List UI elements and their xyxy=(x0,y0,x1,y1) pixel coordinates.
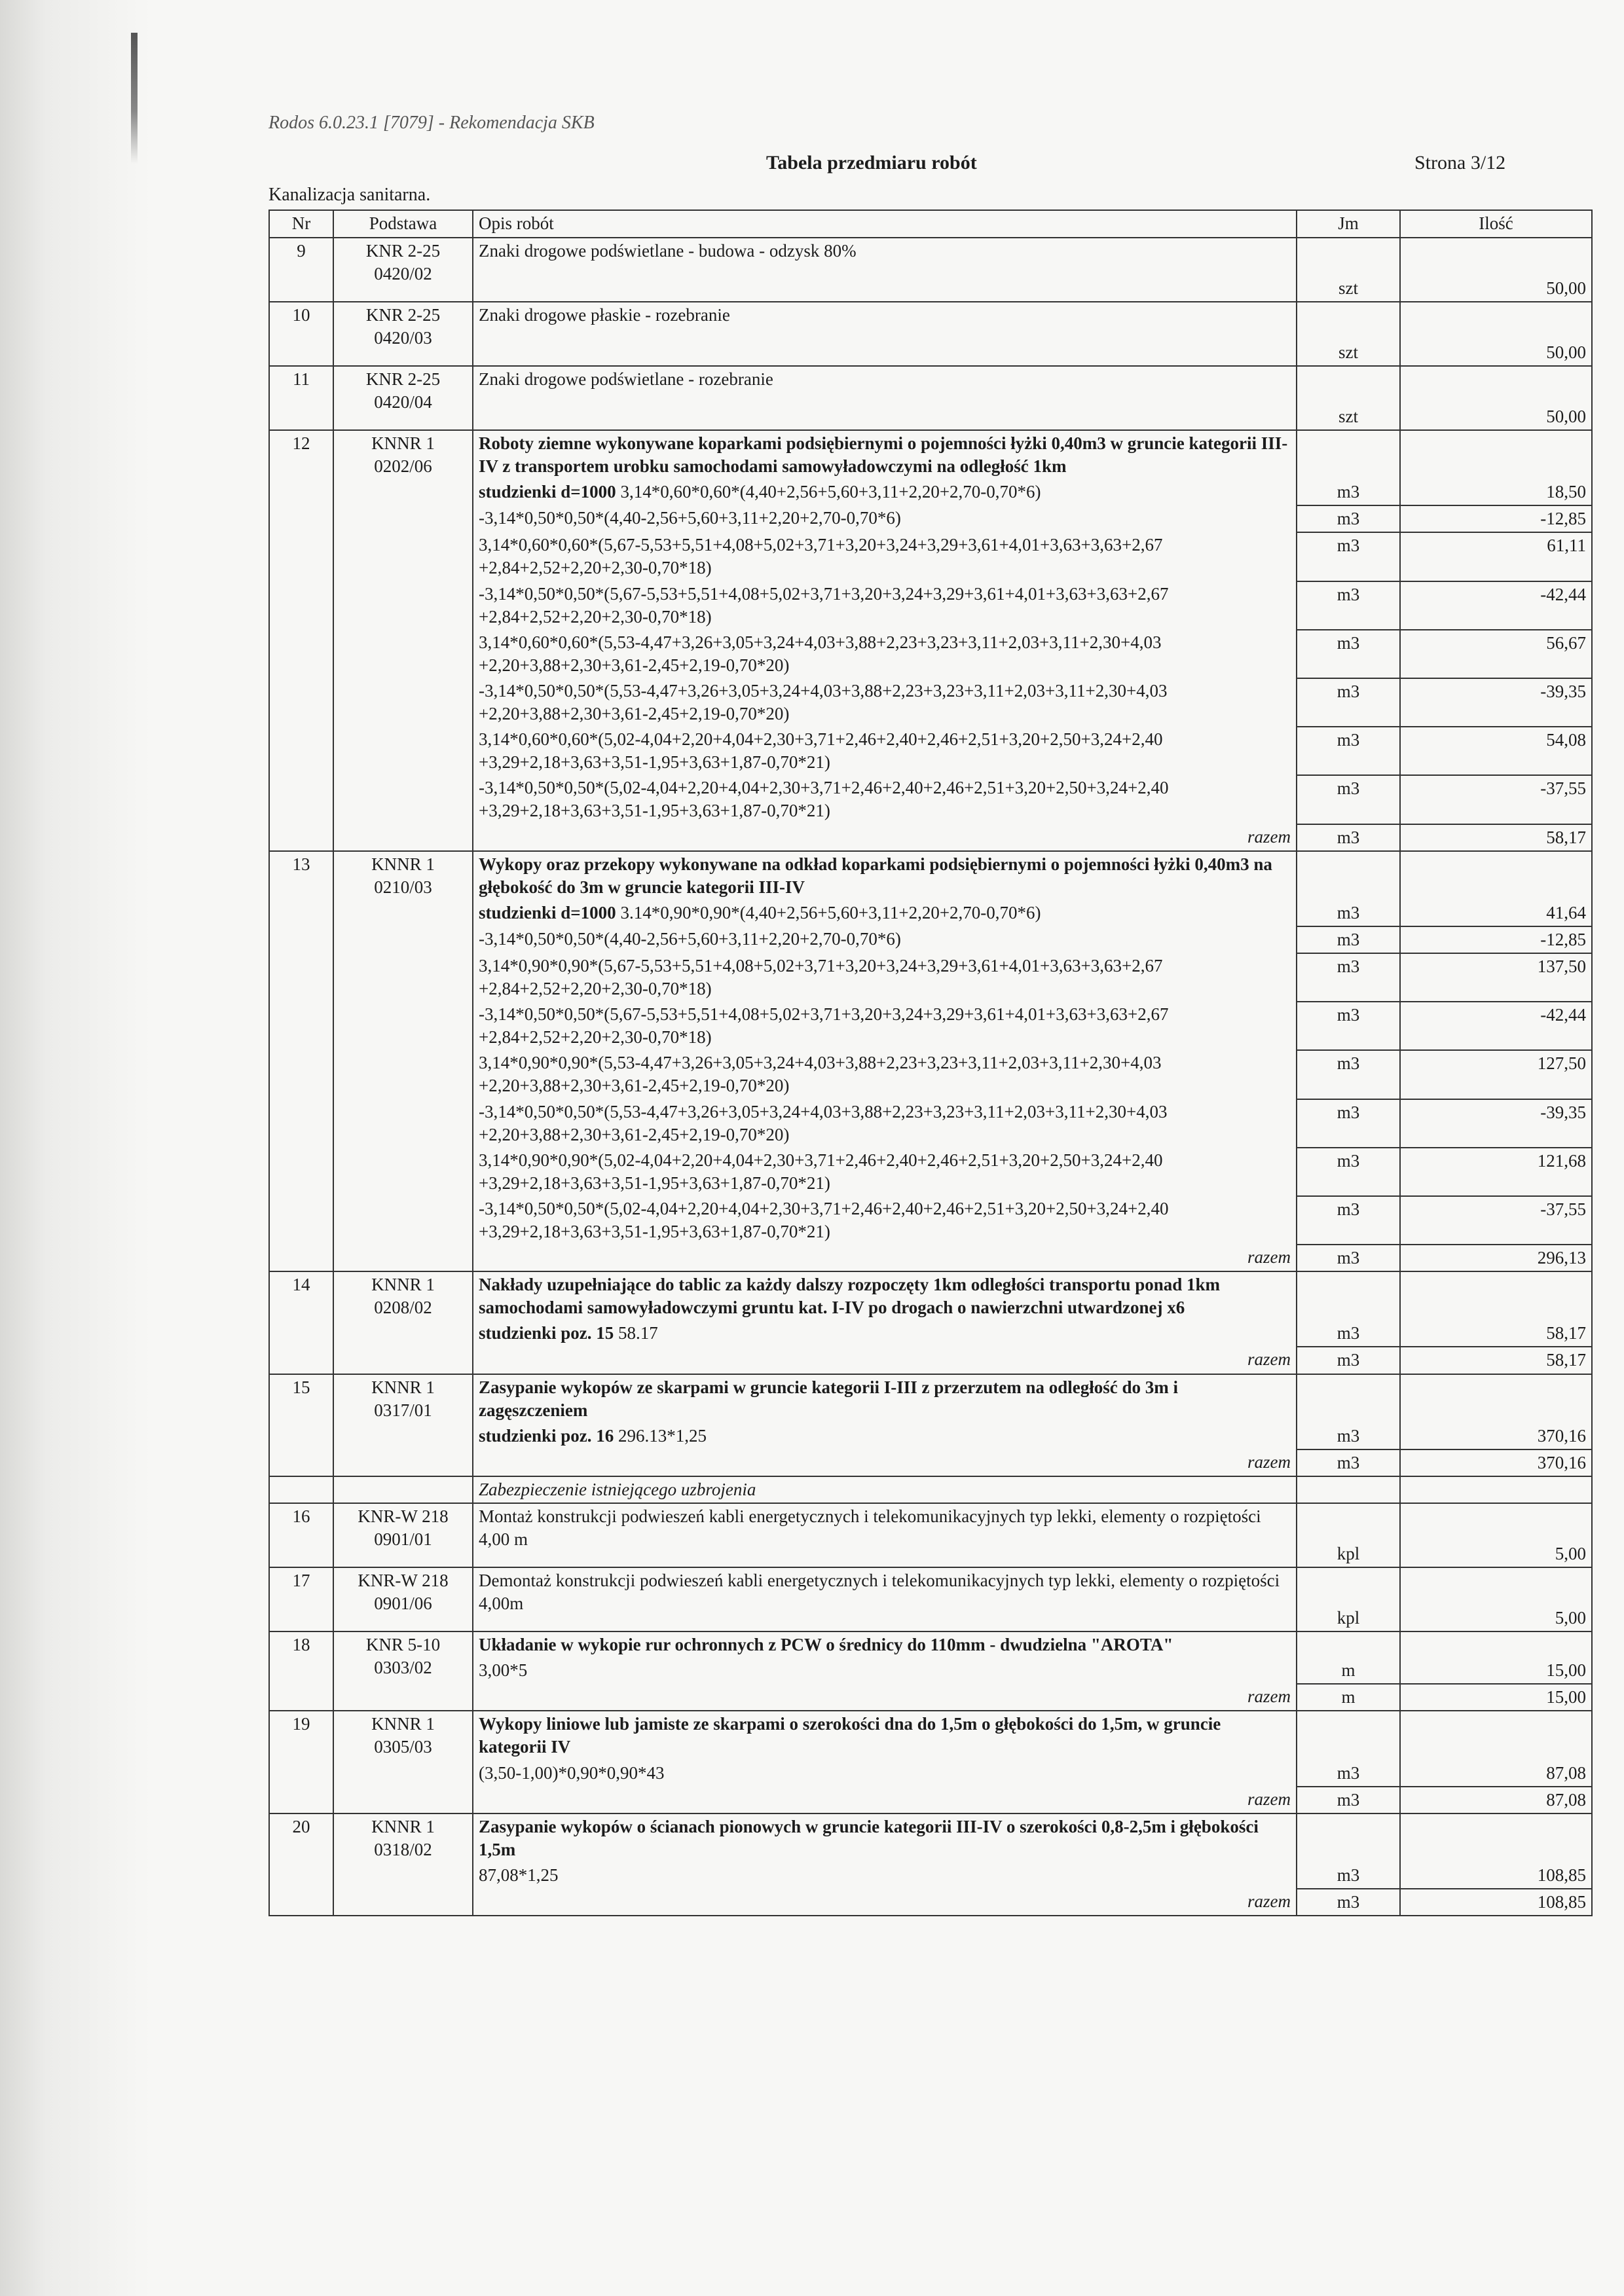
scan-shadow xyxy=(0,0,151,2296)
item-description: Układanie w wykopie rur ochronnych z PCW o średnicy do 110mm - dwudzielna "AROTA" xyxy=(479,1635,1173,1655)
podstawa-line: 0303/02 xyxy=(374,1658,432,1678)
unit-cell xyxy=(1297,430,1400,479)
description-cell xyxy=(473,1374,1297,1423)
unit-cell xyxy=(1297,1631,1400,1658)
calculation-cell xyxy=(473,900,1297,926)
calculation-unit: m3 xyxy=(1297,1863,1400,1889)
podstawa-line: KNNR 1 xyxy=(371,1377,435,1397)
calculation-cell xyxy=(473,1148,1297,1196)
podstawa-cell xyxy=(333,851,473,1272)
description-cell xyxy=(473,1567,1297,1631)
calculation-value: 15,00 xyxy=(1400,1658,1592,1684)
calculation-expression: 3,14*0,60*0,60*(5,67-5,53+5,51+4,08+5,02+3,71+3,20+3,24+3,29+3,61+4,01+3,63+3,63+2,67 +2,84+2,52+2,20+2,30-0,70*18) xyxy=(479,535,1163,578)
podstawa-line: KNNR 1 xyxy=(371,433,435,453)
calculation-cell xyxy=(473,926,1297,953)
table-row xyxy=(269,1374,1592,1423)
calculation-unit: m3 xyxy=(1297,1148,1400,1196)
calculation-value: -39,35 xyxy=(1400,678,1592,727)
table-row xyxy=(269,1567,1592,1631)
total-label: razem xyxy=(473,1889,1297,1916)
table-row xyxy=(269,366,1592,430)
calculation-cell xyxy=(473,1423,1297,1449)
podstawa-cell xyxy=(333,1503,473,1567)
item-description: Wykopy oraz przekopy wykonywane na odkład koparkami podsiębiernymi o pojemności łyżki 0,40m3 na głębokość do 3m w gruncie kategorii III-IV xyxy=(479,854,1272,897)
podstawa-cell xyxy=(333,430,473,851)
podstawa-line: KNNR 1 xyxy=(371,1714,435,1734)
calculation-cell xyxy=(473,532,1297,581)
total-unit: m3 xyxy=(1297,1245,1400,1271)
calculation-unit: m3 xyxy=(1297,678,1400,727)
unit-cell: szt xyxy=(1297,302,1400,366)
podstawa-line: 0420/02 xyxy=(374,264,432,284)
podstawa-line: 0317/01 xyxy=(374,1400,432,1420)
column-header-opis: Opis robót xyxy=(473,210,1297,238)
unit-cell xyxy=(1297,1374,1400,1423)
podstawa-cell xyxy=(333,1631,473,1711)
section-title: Kanalizacja sanitarna. xyxy=(268,185,431,205)
unit-cell xyxy=(1297,1813,1400,1863)
podstawa-line: KNNR 1 xyxy=(371,1816,435,1836)
calculation-value: -37,55 xyxy=(1400,1196,1592,1245)
calculation-label: studzienki d=1000 xyxy=(479,482,616,502)
total-label: razem xyxy=(473,1449,1297,1476)
calculation-unit: m3 xyxy=(1297,1321,1400,1347)
calculation-label: studzienki poz. 15 xyxy=(479,1323,614,1343)
calculation-value: 370,16 xyxy=(1400,1423,1592,1449)
calculation-value: -42,44 xyxy=(1400,581,1592,630)
calculation-expression: 3,14*0,90*0,90*(5,67-5,53+5,51+4,08+5,02+3,71+3,20+3,24+3,29+3,61+4,01+3,63+3,63+2,67 +2,84+2,52+2,20+2,30-0,70*18) xyxy=(479,955,1163,999)
jm-cell xyxy=(1297,1476,1400,1503)
calculation-cell xyxy=(473,505,1297,532)
item-number: 20 xyxy=(269,1813,333,1916)
item-number: 16 xyxy=(269,1503,333,1567)
total-unit: m3 xyxy=(1297,1787,1400,1813)
podstawa-line: 0305/03 xyxy=(374,1737,432,1757)
quantity-cell: 50,00 xyxy=(1400,302,1592,366)
quantity-cell: 50,00 xyxy=(1400,366,1592,430)
calculation-cell xyxy=(473,1760,1297,1787)
unit-cell: kpl xyxy=(1297,1567,1400,1631)
podstawa-cell xyxy=(333,1711,473,1813)
quantity-cell xyxy=(1400,1711,1592,1760)
item-number: 12 xyxy=(269,430,333,851)
podstawa-line: 0208/02 xyxy=(374,1298,432,1318)
calculation-value: 108,85 xyxy=(1400,1863,1592,1889)
calculation-value: 127,50 xyxy=(1400,1050,1592,1099)
podstawa-line: 0901/01 xyxy=(374,1529,432,1550)
table-row xyxy=(269,851,1592,900)
calculation-value: 61,11 xyxy=(1400,532,1592,581)
table-row xyxy=(269,1711,1592,1760)
calculation-cell xyxy=(473,581,1297,630)
podstawa-cell xyxy=(333,238,473,302)
document-title: Tabela przedmiaru robót xyxy=(766,152,977,173)
calculation-value: 54,08 xyxy=(1400,727,1592,775)
podstawa-line: 0210/03 xyxy=(374,877,432,897)
calculation-cell xyxy=(473,1196,1297,1245)
item-number: 14 xyxy=(269,1271,333,1374)
calculation-value: -39,35 xyxy=(1400,1099,1592,1148)
calculation-expression: -3,14*0,50*0,50*(5,02-4,04+2,20+4,04+2,30+3,71+2,46+2,40+2,46+2,51+3,20+2,50+3,24+2,40 +3,29+2,18+3,63+3,51-1,95+3,63+1,87-0,70*21) xyxy=(479,1198,1169,1241)
calculation-unit: m3 xyxy=(1297,926,1400,953)
calculation-cell xyxy=(473,479,1297,505)
calculation-unit: m3 xyxy=(1297,775,1400,824)
podstawa-line: KNR 2-25 xyxy=(365,241,441,261)
description-cell xyxy=(473,430,1297,479)
calculation-value: 87,08 xyxy=(1400,1760,1592,1787)
calculation-cell xyxy=(473,1658,1297,1684)
calculation-expression: (3,50-1,00)*0,90*0,90*43 xyxy=(479,1762,665,1783)
calculation-expression: 296.13*1,25 xyxy=(618,1425,707,1446)
calculation-value: 56,67 xyxy=(1400,630,1592,678)
unit-cell xyxy=(1297,851,1400,900)
calculation-unit: m3 xyxy=(1297,1423,1400,1449)
calculation-label: studzienki poz. 16 xyxy=(479,1425,614,1446)
calculation-cell xyxy=(473,727,1297,775)
podstawa-line: KNNR 1 xyxy=(371,1275,435,1295)
table-row xyxy=(269,302,1592,366)
calculation-unit: m3 xyxy=(1297,727,1400,775)
calculation-cell xyxy=(473,1050,1297,1099)
table-body xyxy=(269,238,1592,1916)
table-row xyxy=(269,238,1592,302)
total-label: razem xyxy=(473,1684,1297,1711)
item-description: Wykopy liniowe lub jamiste ze skarpami o szerokości dna do 1,5m o głębokości do 1,5m, w gruncie kategorii IV xyxy=(479,1714,1221,1757)
calculation-value: 137,50 xyxy=(1400,953,1592,1002)
total-unit: m3 xyxy=(1297,824,1400,851)
subsection-title: Zabezpieczenie istniejącego uzbrojenia xyxy=(473,1476,1297,1503)
calculation-unit: m3 xyxy=(1297,1196,1400,1245)
item-number: 9 xyxy=(269,238,333,302)
description-cell xyxy=(473,1271,1297,1321)
total-label: razem xyxy=(473,1245,1297,1271)
calculation-expression: 3,14*0,60*0,60*(5,02-4,04+2,20+4,04+2,30+3,71+2,46+2,40+2,46+2,51+3,20+2,50+3,24+2,40 +3,29+2,18+3,63+3,51-1,95+3,63+1,87-0,70*21) xyxy=(479,729,1163,773)
calculation-value: 18,50 xyxy=(1400,479,1592,505)
calculation-cell xyxy=(473,1321,1297,1347)
ilosc-cell xyxy=(1400,1476,1592,1503)
quantity-cell xyxy=(1400,430,1592,479)
total-value: 58,17 xyxy=(1400,1347,1592,1374)
calculation-cell xyxy=(473,1863,1297,1889)
item-description: Zasypanie wykopów ze skarpami w gruncie kategorii I-III z przerzutem na odległość do 3m i zagęszczeniem xyxy=(479,1377,1178,1420)
total-value: 370,16 xyxy=(1400,1449,1592,1476)
description-cell xyxy=(473,1503,1297,1567)
quantity-table xyxy=(268,210,1593,1916)
description-cell xyxy=(473,238,1297,302)
calculation-expression: 3,14*0,90*0,90*(5,53-4,47+3,26+3,05+3,24+4,03+3,88+2,23+3,23+3,11+2,03+3,11+2,30+4,03 +2,20+3,88+2,30+3,61-2,45+2,19-0,70*20) xyxy=(479,1053,1162,1096)
quantity-cell xyxy=(1400,851,1592,900)
total-label: razem xyxy=(473,1347,1297,1374)
podstawa-line: KNR-W 218 xyxy=(358,1571,449,1591)
podstawa-cell xyxy=(333,1271,473,1374)
calculation-unit: m3 xyxy=(1297,505,1400,532)
item-description: Montaż konstrukcji podwieszeń kabli energetycznych i telekomunikacyjnych typ lekki, elementy o rozpiętości 4,00 m xyxy=(479,1506,1261,1550)
total-value: 296,13 xyxy=(1400,1245,1592,1271)
total-value: 58,17 xyxy=(1400,824,1592,851)
calculation-value: -12,85 xyxy=(1400,505,1592,532)
calculation-expression: -3,14*0,50*0,50*(5,53-4,47+3,26+3,05+3,24+4,03+3,88+2,23+3,23+3,11+2,03+3,11+2,30+4,03 +2,20+3,88+2,30+3,61-2,45+2,19-0,70*20) xyxy=(479,680,1168,724)
quantity-cell xyxy=(1400,1271,1592,1321)
description-cell xyxy=(473,366,1297,430)
podstawa-line: 0420/03 xyxy=(374,328,432,348)
item-description: Znaki drogowe podświetlane - rozebranie xyxy=(479,369,773,389)
quantity-cell: 5,00 xyxy=(1400,1503,1592,1567)
calculation-expression: 3,00*5 xyxy=(479,1660,528,1681)
calculation-unit: m3 xyxy=(1297,479,1400,505)
item-number: 19 xyxy=(269,1711,333,1813)
calculation-value: -42,44 xyxy=(1400,1002,1592,1050)
calculation-unit: m3 xyxy=(1297,630,1400,678)
calculation-expression: -3,14*0,50*0,50*(4,40-2,56+5,60+3,11+2,20+2,70-0,70*6) xyxy=(479,928,901,949)
calculation-value: -37,55 xyxy=(1400,775,1592,824)
calculation-expression: -3,14*0,50*0,50*(5,53-4,47+3,26+3,05+3,24+4,03+3,88+2,23+3,23+3,11+2,03+3,11+2,30+4,03 +2,20+3,88+2,30+3,61-2,45+2,19-0,70*20) xyxy=(479,1101,1168,1144)
table-header-row xyxy=(269,210,1592,238)
calculation-unit: m3 xyxy=(1297,532,1400,581)
calculation-value: 41,64 xyxy=(1400,900,1592,926)
podstawa-line: KNR 2-25 xyxy=(365,369,441,389)
quantity-cell: 50,00 xyxy=(1400,238,1592,302)
item-number: 15 xyxy=(269,1374,333,1476)
podstawa-line: 0420/04 xyxy=(374,392,432,412)
unit-cell: kpl xyxy=(1297,1503,1400,1567)
calculation-unit: m3 xyxy=(1297,1099,1400,1148)
quantity-cell xyxy=(1400,1813,1592,1863)
unit-cell: szt xyxy=(1297,238,1400,302)
column-header-podstawa: Podstawa xyxy=(333,210,473,238)
item-description: Zasypanie wykopów o ścianach pionowych w gruncie kategorii III-IV o szerokości 0,8-2,5m i głębokości 1,5m xyxy=(479,1816,1259,1859)
podstawa-line: KNR 2-25 xyxy=(365,305,441,325)
item-description: Znaki drogowe płaskie - rozebranie xyxy=(479,305,730,325)
table-row xyxy=(269,430,1592,479)
calculation-value: 121,68 xyxy=(1400,1148,1592,1196)
calculation-expression: 87,08*1,25 xyxy=(479,1865,559,1885)
item-number: 18 xyxy=(269,1631,333,1711)
calculation-cell xyxy=(473,1002,1297,1050)
calculation-cell xyxy=(473,953,1297,1002)
podstawa-line: KNR 5-10 xyxy=(365,1635,441,1655)
unit-cell: szt xyxy=(1297,366,1400,430)
calculation-cell xyxy=(473,1099,1297,1148)
unit-cell xyxy=(1297,1271,1400,1321)
total-value: 87,08 xyxy=(1400,1787,1592,1813)
item-description: Demontaż konstrukcji podwieszeń kabli energetycznych i telekomunikacyjnych typ lekki, elementy o rozpiętości 4,00m xyxy=(479,1571,1280,1614)
total-unit: m xyxy=(1297,1684,1400,1711)
calculation-expression: 3,14*0,60*0,60*(5,53-4,47+3,26+3,05+3,24+4,03+3,88+2,23+3,23+3,11+2,03+3,11+2,30+4,03 +2,20+3,88+2,30+3,61-2,45+2,19-0,70*20) xyxy=(479,632,1162,675)
calculation-expression: -3,14*0,50*0,50*(4,40-2,56+5,60+3,11+2,20+2,70-0,70*6) xyxy=(479,508,901,528)
item-number: 11 xyxy=(269,366,333,430)
column-header-nr: Nr xyxy=(269,210,333,238)
scan-artifact xyxy=(131,33,138,164)
podstawa-cell xyxy=(333,302,473,366)
column-header-ilosc: Ilość xyxy=(1400,210,1592,238)
podstawa-cell xyxy=(333,1374,473,1476)
item-description: Roboty ziemne wykonywane koparkami podsiębiernymi o pojemności łyżki 0,40m3 w gruncie kategorii III-IV z transportem urobku samochodami samowyładowczymi na odległość 1km xyxy=(479,433,1288,477)
subsection-row xyxy=(269,1476,1592,1503)
unit-cell xyxy=(1297,1711,1400,1760)
calculation-value: -12,85 xyxy=(1400,926,1592,953)
table-row xyxy=(269,1631,1592,1658)
description-cell xyxy=(473,302,1297,366)
item-number: 13 xyxy=(269,851,333,1272)
item-description: Znaki drogowe podświetlane - budowa - odzysk 80% xyxy=(479,241,857,261)
calculation-unit: m3 xyxy=(1297,1002,1400,1050)
item-description: Nakłady uzupełniające do tablic za każdy dalszy rozpoczęty 1km odległości transportu ponad 1km samochodami samowyładowczymi gruntu kat. I-IV po drogach o nawierzchni utwardzonej x6 xyxy=(479,1275,1221,1318)
podstawa-line: 0318/02 xyxy=(374,1839,432,1859)
total-unit: m3 xyxy=(1297,1889,1400,1916)
podstawa-cell xyxy=(333,1813,473,1916)
podstawa-line: KNR-W 218 xyxy=(358,1506,449,1527)
calculation-cell xyxy=(473,630,1297,678)
podstawa-line: KNNR 1 xyxy=(371,854,435,874)
table-row xyxy=(269,1271,1592,1321)
column-header-jm: Jm xyxy=(1297,210,1400,238)
page-number: Strona 3/12 xyxy=(1414,152,1506,173)
calculation-value: 58,17 xyxy=(1400,1321,1592,1347)
calculation-unit: m3 xyxy=(1297,1760,1400,1787)
calculation-expression: -3,14*0,50*0,50*(5,02-4,04+2,20+4,04+2,30+3,71+2,46+2,40+2,46+2,51+3,20+2,50+3,24+2,40 +3,29+2,18+3,63+3,51-1,95+3,63+1,87-0,70*21) xyxy=(479,778,1169,821)
calculation-expression: -3,14*0,50*0,50*(5,67-5,53+5,51+4,08+5,02+3,71+3,20+3,24+3,29+3,61+4,01+3,63+3,63+2,67 +2,84+2,52+2,20+2,30-0,70*18) xyxy=(479,583,1169,627)
description-cell xyxy=(473,851,1297,900)
item-number: 10 xyxy=(269,302,333,366)
total-label: razem xyxy=(473,824,1297,851)
calculation-cell xyxy=(473,678,1297,727)
description-cell xyxy=(473,1631,1297,1658)
calculation-expression: 3,14*0,90*0,90*(5,02-4,04+2,20+4,04+2,30+3,71+2,46+2,40+2,46+2,51+3,20+2,50+3,24+2,40 +3,29+2,18+3,63+3,51-1,95+3,63+1,87-0,70*21) xyxy=(479,1150,1163,1193)
description-cell xyxy=(473,1813,1297,1863)
quantity-cell xyxy=(1400,1631,1592,1658)
total-value: 108,85 xyxy=(1400,1889,1592,1916)
podstawa-line: 0202/06 xyxy=(374,456,432,477)
calculation-cell xyxy=(473,775,1297,824)
calculation-expression: -3,14*0,50*0,50*(5,67-5,53+5,51+4,08+5,02+3,71+3,20+3,24+3,29+3,61+4,01+3,63+3,63+2,67 +2,84+2,52+2,20+2,30-0,70*18) xyxy=(479,1004,1169,1048)
nr-cell xyxy=(269,1476,333,1503)
calculation-expression: 3,14*0,60*0,60*(4,40+2,56+5,60+3,11+2,20+2,70-0,70*6) xyxy=(620,482,1041,502)
quantity-cell xyxy=(1400,1374,1592,1423)
calculation-expression: 3.14*0,90*0,90*(4,40+2,56+5,60+3,11+2,20+2,70-0,70*6) xyxy=(620,902,1041,922)
total-value: 15,00 xyxy=(1400,1684,1592,1711)
podstawa-line: 0901/06 xyxy=(374,1594,432,1614)
podstawa-cell xyxy=(333,366,473,430)
table-row xyxy=(269,1813,1592,1863)
total-label: razem xyxy=(473,1787,1297,1813)
calculation-unit: m3 xyxy=(1297,581,1400,630)
total-unit: m3 xyxy=(1297,1347,1400,1374)
calculation-unit: m3 xyxy=(1297,1050,1400,1099)
calculation-unit: m3 xyxy=(1297,953,1400,1002)
calculation-label: studzienki d=1000 xyxy=(479,902,616,922)
calculation-expression: 58.17 xyxy=(618,1323,658,1343)
software-header: Rodos 6.0.23.1 [7079] - Rekomendacja SKB xyxy=(268,113,595,133)
calculation-unit: m xyxy=(1297,1658,1400,1684)
table-row xyxy=(269,1503,1592,1567)
total-unit: m3 xyxy=(1297,1449,1400,1476)
podstawa-cell xyxy=(333,1476,473,1503)
item-number: 17 xyxy=(269,1567,333,1631)
calculation-unit: m3 xyxy=(1297,900,1400,926)
description-cell xyxy=(473,1711,1297,1760)
quantity-cell: 5,00 xyxy=(1400,1567,1592,1631)
podstawa-cell xyxy=(333,1567,473,1631)
